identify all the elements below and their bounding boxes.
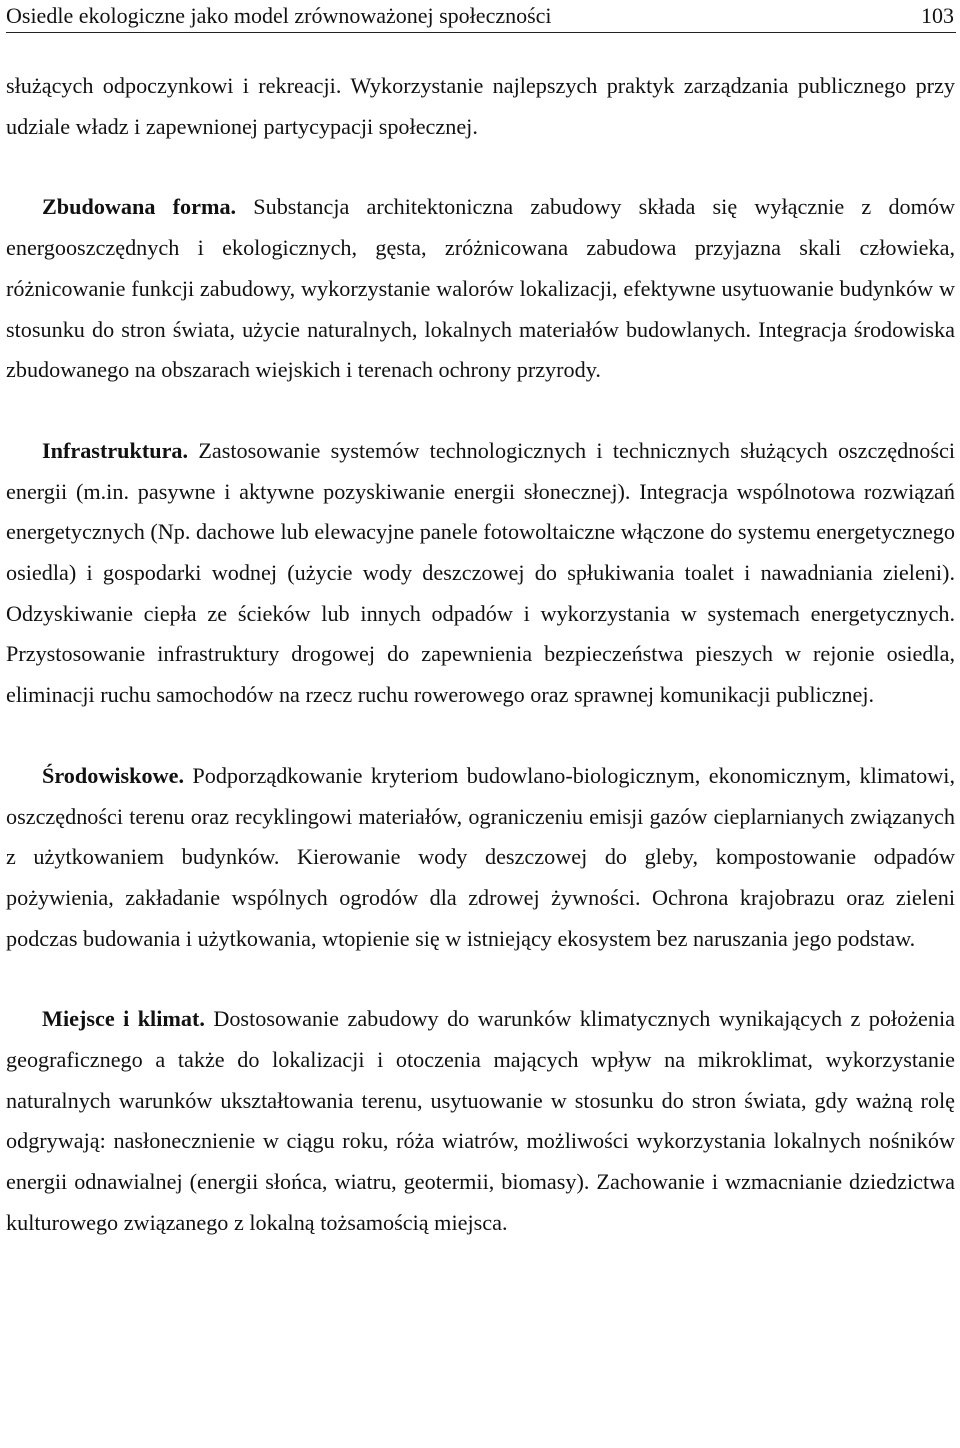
paragraph-continuation	[6, 66, 955, 147]
paragraph-place-climate	[6, 999, 955, 1243]
body-text	[6, 66, 955, 1244]
paragraph-text: Zastosowanie systemów technologicznych i technicznych służących oszczędności energii (m.in. pasywne i aktywne pozyskiwanie energii słonecznej). Integracja wspólnotowa rozwiązań energetycznych (Np. dachowe lub elewacyjne panele fotowoltaiczne włączone do systemu energetycznego osiedla) i gospodarki wodnej (użycie wody deszczowej do spłukiwania toalet i nawadniania zieleni). Odzyskiwanie ciepła ze ścieków lub innych odpadów i wykorzystania w systemach energetycznych. Przystosowanie infrastruktury drogowej do zapewnienia bezpieczeństwa pieszych w rejonie osiedla, eliminacji ruchu samochodów na rzecz ruchu rowerowego oraz sprawnej komunikacji publicznej.	[6, 437, 955, 708]
running-header	[6, 0, 956, 33]
paragraph-lead: Infrastruktura.	[42, 437, 189, 463]
paragraph-text: Podporządkowanie kryteriom budowlano-biologicznym, ekonomicznym, klimatowi, oszczędności terenu oraz recyklingowi materiałów, ograniczeniu emisji gazów cieplarnianych związanych z użytkowaniem budynków. Kierowanie wody deszczowej do gleby, kompostowanie odpadów pożywienia, zakładanie wspólnych ogrodów dla zdrowej żywności. Ochrona krajobrazu oraz zieleni podczas budowania i użytkowania, wtopienie się w istniejący ekosystem bez naruszania jego podstaw.	[6, 762, 955, 951]
header-title: Osiedle ekologiczne jako model zrównoważonej społeczności	[6, 3, 552, 28]
paragraph-text: służących odpoczynkowi i rekreacji. Wykorzystanie najlepszych praktyk zarządzania publicznego przy udziale władz i zapewnionej partycypacji społecznej.	[6, 73, 955, 139]
paragraph-lead: Środowiskowe.	[42, 762, 184, 788]
paragraph-infrastructure	[6, 431, 955, 716]
paragraph-lead: Zbudowana forma.	[42, 194, 237, 220]
page-number: 103	[921, 3, 954, 28]
paragraph-text: Dostosowanie zabudowy do warunków klimatycznych wynikających z położenia geograficznego a także do lokalizacji i otoczenia mających wpływ na mikroklimat, wykorzystanie naturalnych warunków ukształtowania terenu, usytuowanie w stosunku do stron świata, gdy ważną rolę odgrywają: nasłonecznienie w ciągu roku, róża wiatrów, możliwości wykorzystania lokalnych nośników energii odnawialnej (energii słońca, wiatru, geotermii, biomasy). Zachowanie i wzmacnianie dziedzictwa kulturowego związanego z lokalną tożsamością miejsca.	[6, 1006, 955, 1235]
paragraph-lead: Miejsce i klimat.	[42, 1006, 205, 1032]
paragraph-text: Substancja architektoniczna zabudowy składa się wyłącznie z domów energooszczędnych i ekologicznych, gęsta, zróżnicowana zabudowa przyjazna skali człowieka, różnicowanie funkcji zabudowy, wykorzystanie walorów lokalizacji, efektywne usytuowanie budynków w stosunku do stron świata, użycie naturalnych, lokalnych materiałów budowlanych. Integracja środowiska zbudowanego na obszarach wiejskich i terenach ochrony przyrody.	[6, 194, 956, 383]
paragraph-environmental	[6, 756, 955, 960]
paragraph-built-form	[6, 187, 955, 391]
